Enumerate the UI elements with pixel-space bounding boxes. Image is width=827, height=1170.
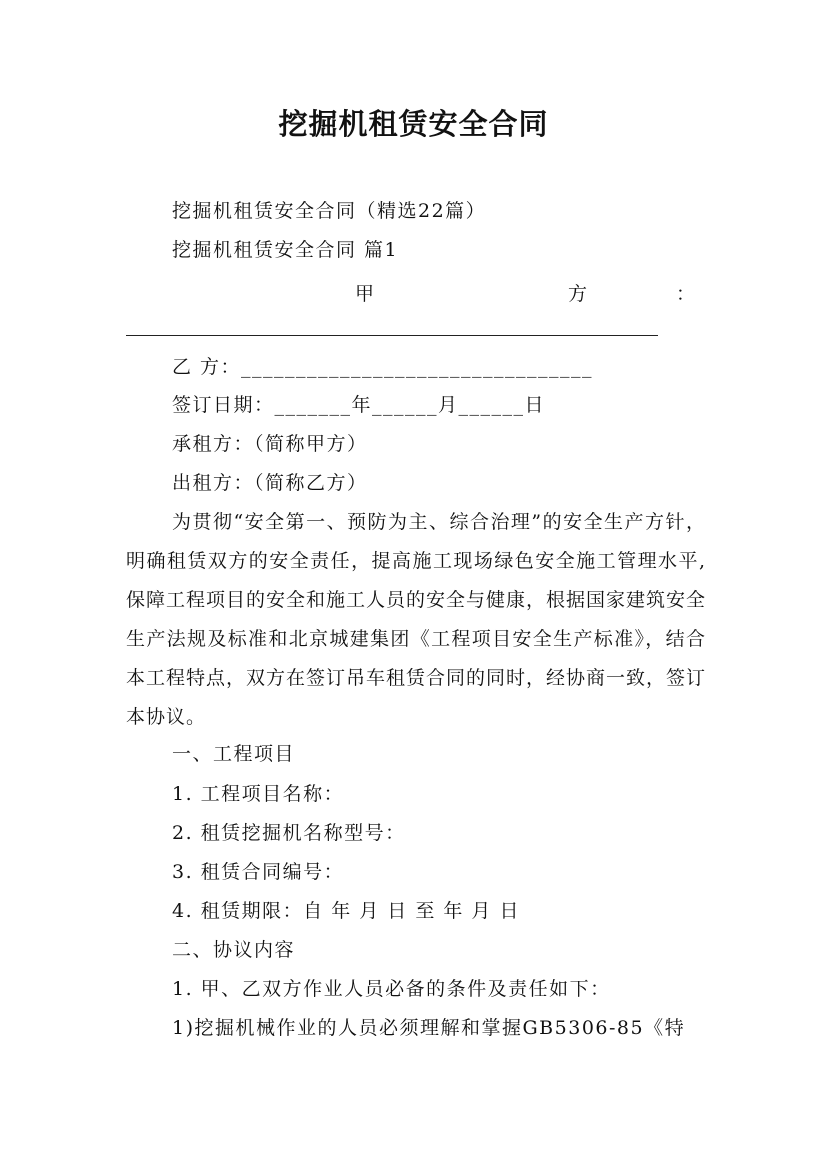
item-contract-number: 3. 租赁合同编号： (172, 861, 345, 883)
clause-1: 1. 甲、乙双方作业人员必备的条件及责任如下： (172, 978, 611, 1000)
party-b-line: 乙 方：________________________________ (172, 356, 594, 378)
intro-paragraph: 为贯彻“安全第一、预防为主、综合治理”的安全生产方针，明确租赁双方的安全责任，提高施工现场绿色安全施工管理水平,保障工程项目的安全和施工人员的安全与健康，根据国家建筑安全生产法规及标准和北京城建集团《工程项目安全生产标准》，结合本工程特点，双方在签订吊车租赁合同的同时，经协商一致，签订本协议。 (126, 511, 707, 728)
party-a-colon: ： (676, 283, 696, 305)
section1-heading: 一、工程项目 (172, 743, 296, 765)
item-project-name: 1. 工程项目名称： (172, 783, 345, 805)
item-machine-model: 2. 租赁挖掘机名称型号： (172, 822, 406, 844)
party-a-label-char1: 甲 (355, 283, 375, 305)
sign-date-line: 签订日期：_______年______月______日 (172, 394, 546, 416)
party-a-label-char2: 方 (568, 283, 588, 305)
clause-1-sub-1: 1)挖掘机械作业的人员必须理解和掌握GB5306-85《特 (172, 1017, 686, 1039)
document-subtitle: 挖掘机租赁安全合同（精选22篇） (172, 200, 487, 222)
document-title: 挖掘机租赁安全合同 (278, 107, 549, 141)
section2-heading: 二、协议内容 (172, 939, 296, 961)
lessee-line: 承租方：（简称甲方） (172, 433, 368, 455)
item-lease-term: 4. 租赁期限：自 年 月 日 至 年 月 日 (172, 900, 520, 922)
lessor-line: 出租方：（简称乙方） (172, 472, 368, 494)
section-heading: 挖掘机租赁安全合同 篇1 (172, 239, 399, 261)
party-a-blank-line (126, 335, 658, 336)
